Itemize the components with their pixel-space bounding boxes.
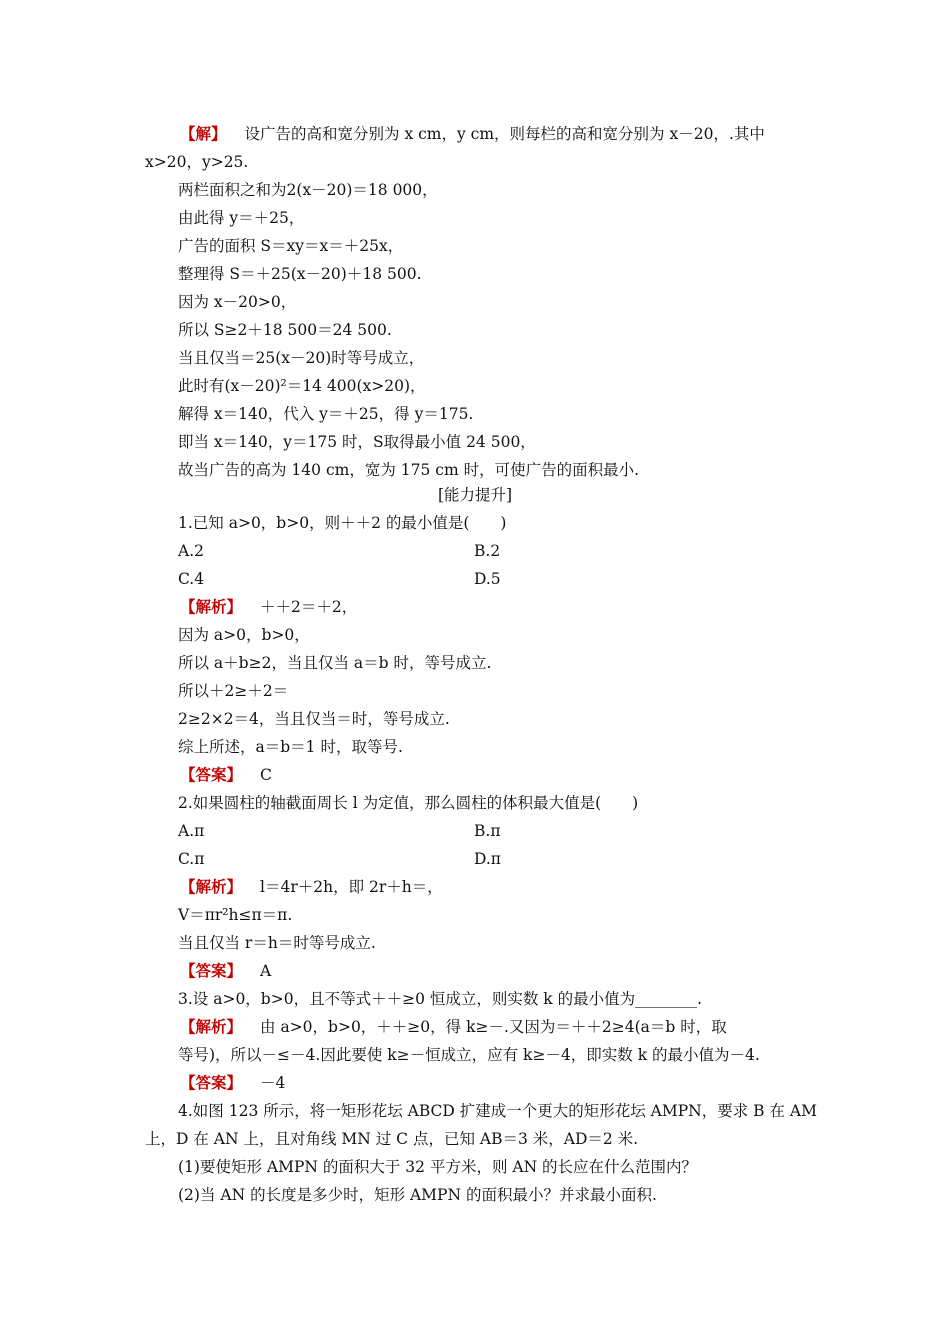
solution-line-2: x>20，y>25.: [145, 153, 249, 171]
analysis-1-line-5: 2≥2×2＝4，当且仅当＝时，等号成立.: [178, 710, 450, 728]
solution-line-4: 由此得 y＝＋25，: [178, 209, 305, 227]
question-3: 3.设 a>0，b>0，且不等式＋＋≥0 恒成立，则实数 k 的最小值为________.: [178, 990, 703, 1008]
solution-line-1: 【解】 设广告的高和宽分别为 x cm，y cm，则每栏的高和宽分别为 x－20，.其中: [180, 124, 765, 143]
solution-line-9: 当且仅当＝25(x－20)时等号成立，: [178, 349, 425, 367]
option-1c: C.4: [178, 570, 205, 588]
solution-tag: 【解】: [180, 124, 227, 143]
solution-line-7: 因为 x－20>0，: [178, 293, 297, 311]
solution-line-10: 此时有(x－20)²＝14 400(x>20)，: [178, 377, 426, 395]
analysis-1-line-6: 综上所述，a＝b＝1 时，取等号.: [178, 738, 403, 756]
question-2: 2.如果圆柱的轴截面周长 l 为定值，那么圆柱的体积最大值是( ): [178, 794, 639, 812]
analysis-tag: 【解析】: [180, 597, 243, 616]
solution-line-5: 广告的面积 S＝xy＝x＝＋25x，: [178, 237, 404, 255]
solution-line-8: 所以 S≥2＋18 500＝24 500.: [178, 321, 392, 339]
answer-1: 【答案】 C: [180, 765, 272, 784]
answer-3: 【答案】 －4: [180, 1073, 286, 1092]
option-1a: A.2: [178, 542, 204, 560]
option-2a: A.π: [178, 822, 205, 840]
analysis-1-line-4: 所以＋2≥＋2＝: [178, 682, 289, 700]
answer-2: 【答案】 A: [180, 961, 272, 980]
analysis-1-line-3: 所以 a＋b≥2，当且仅当 a＝b 时，等号成立.: [178, 654, 492, 672]
analysis-2-line-3: 当且仅当 r＝h＝时等号成立.: [178, 934, 376, 952]
question-4-line-1: 4.如图 123 所示，将一矩形花坛 ABCD 扩建成一个更大的矩形花坛 AMPN，要求 B 在 AM: [178, 1102, 817, 1120]
analysis-2-line-1: 【解析】 l＝4r＋2h，即 2r＋h＝，: [180, 877, 443, 896]
question-4-part-2: (2)当 AN 的长度是多少时，矩形 AMPN 的面积最小？并求最小面积.: [178, 1186, 657, 1204]
answer-tag: 【答案】: [180, 1073, 243, 1092]
option-2c: C.π: [178, 850, 205, 868]
analysis-tag: 【解析】: [180, 1017, 243, 1036]
option-1d: D.5: [474, 570, 501, 588]
option-2d: D.π: [474, 850, 501, 868]
question-4-part-1: (1)要使矩形 AMPN 的面积大于 32 平方米，则 AN 的长应在什么范围内？: [178, 1158, 698, 1176]
solution-line-11: 解得 x＝140，代入 y＝＋25，得 y＝175.: [178, 405, 474, 423]
analysis-3-line-1: 【解析】 由 a>0，b>0，＋＋≥0，得 k≥－.又因为＝＋＋2≥4(a＝b 时，取: [180, 1017, 727, 1036]
solution-line-12: 即当 x＝140，y＝175 时，S取得最小值 24 500，: [178, 433, 536, 451]
solution-line-6: 整理得 S＝＋25(x－20)＋18 500.: [178, 265, 422, 283]
option-2b: B.π: [474, 822, 501, 840]
solution-line-3: 两栏面积之和为2(x－20)＝18 000，: [178, 181, 438, 199]
analysis-2-line-2: V＝πr²h≤π＝π.: [178, 906, 293, 924]
analysis-1-line-2: 因为 a>0，b>0，: [178, 626, 310, 644]
analysis-3-line-2: 等号)，所以－≤－4.因此要使 k≥－恒成立，应有 k≥－4，即实数 k 的最小值为－4.: [178, 1046, 760, 1064]
question-1: 1.已知 a>0，b>0，则＋＋2 的最小值是( ): [178, 514, 507, 532]
analysis-tag: 【解析】: [180, 877, 243, 896]
question-4-line-2: 上，D 在 AN 上，且对角线 MN 过 C 点，已知 AB＝3 米，AD＝2 米.: [145, 1130, 639, 1148]
analysis-1-line-1: 【解析】 ＋＋2＝＋2，: [180, 597, 358, 616]
section-heading: [能力提升]: [437, 486, 513, 504]
answer-tag: 【答案】: [180, 765, 243, 784]
solution-line-13: 故当广告的高为 140 cm，宽为 175 cm 时，可使广告的面积最小.: [178, 461, 639, 479]
answer-tag: 【答案】: [180, 961, 243, 980]
option-1b: B.2: [474, 542, 501, 560]
